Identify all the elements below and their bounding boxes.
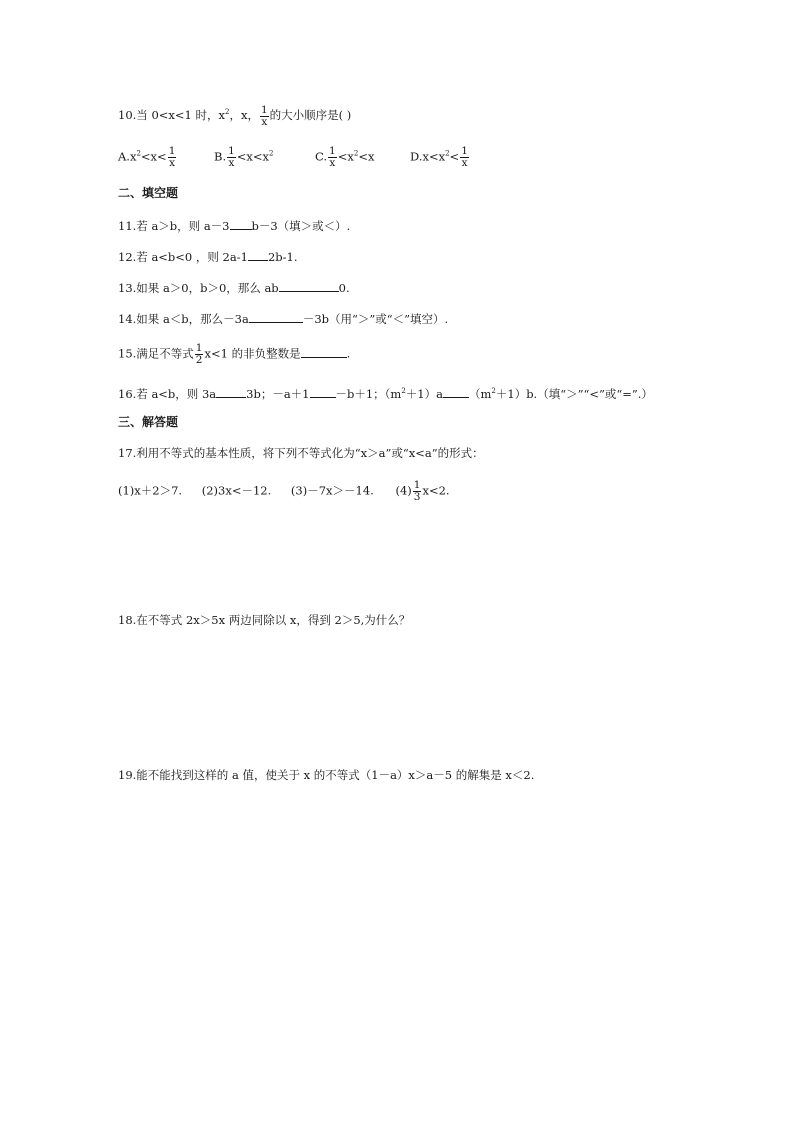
question-18: 18.在不等式 2x＞5x 两边同除以 x，得到 2＞5,为什么？	[118, 613, 411, 627]
question-15: 15.满足不等式 $\frac{1}{2}$ x<1 的非负整数是 .	[118, 342, 351, 366]
fraction: $\frac{1}{x}$	[260, 103, 268, 128]
answer-blank[interactable]	[249, 311, 303, 323]
question-17: 17.利用不等式的基本性质，将下列不等式化为“x＞a”或“x<a”的形式：	[118, 446, 484, 460]
answer-blank[interactable]	[248, 249, 268, 261]
answer-blank[interactable]	[230, 218, 252, 230]
question-16: 16.若 a<b，则 3a 3b；－a＋1 －b＋1；$(m^2+1)a$ $(m^2+1)b$.（填“＞”“<”或“=”.）	[118, 387, 653, 401]
option-a: $A.x^2<x<$ $\frac{1}{x}$	[118, 145, 176, 169]
fraction: $\frac{1}{3}$	[413, 479, 421, 503]
question-10: 10.当 0<x<1 时，$x^2$，x， $\frac{1}{x}$ 的大小顺序是( )	[118, 103, 352, 128]
question-14: 14.如果 a＜b，那么－3a －3b（用“＞”或“＜”填空）.	[118, 312, 449, 326]
question-17-parts: (1)x＋2＞7. (2)3x<－12. (3)－7x＞－14. (4) $\frac{1}{3}$ x<2.	[118, 479, 450, 503]
question-11: 11.若 a＞b，则 a－3 b－3（填＞或＜）.	[118, 219, 351, 233]
section-title-answer: 三、解答题	[118, 415, 179, 429]
fraction: $\frac{1}{2}$	[195, 342, 203, 366]
answer-blank[interactable]	[279, 280, 339, 292]
question-12: 12.若 a<b<0 ，则 2a-1 2b-1.	[118, 250, 298, 264]
answer-blank[interactable]	[216, 386, 246, 398]
option-b: B. $\frac{1}{x}$ $<x<x^2$	[214, 145, 274, 169]
answer-blank[interactable]	[443, 386, 469, 398]
answer-blank[interactable]	[310, 386, 336, 398]
answer-blank[interactable]	[301, 346, 347, 358]
option-d: $D.x<x^2<$ $\frac{1}{x}$	[410, 145, 468, 169]
section-title-fill-in: 二、填空题	[118, 186, 179, 200]
question-13: 13.如果 a＞0，b＞0，那么 ab 0.	[118, 281, 350, 295]
option-c: C. $\frac{1}{x}$ $<x^2<x$	[315, 145, 375, 169]
question-19: 19.能不能找到这样的 a 值，使关于 x 的不等式（1－a）x＞a－5 的解集是 x＜2.	[118, 768, 535, 782]
